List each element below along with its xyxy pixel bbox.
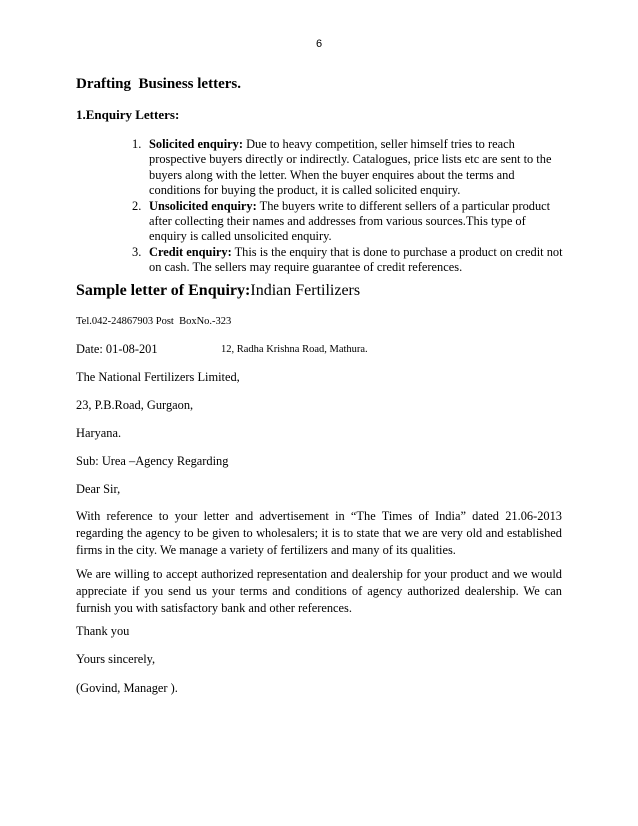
sample-letter-heading (76, 282, 360, 300)
letter-body-paragraph-1: With reference to your letter and advertisement in “The Times of India” dated 21.06-2013 regarding the agency to be given to wholesalers; it is to state that we are very old and established firms in the city. We manage a variety of fertilizers and many of its qualities. (76, 509, 562, 557)
term-unsolicited-enquiry: Unsolicited enquiry: (149, 198, 257, 213)
list-number: 3. (132, 244, 142, 259)
term-credit-enquiry: Credit enquiry: (149, 244, 232, 259)
letter-date: Date: 01-08-201 (76, 342, 158, 356)
section-heading-enquiry-letters: 1.Enquiry Letters: (76, 107, 180, 122)
letter-closing: Yours sincerely, (76, 652, 156, 666)
list-item-solicited-enquiry (132, 137, 564, 199)
list-item-unsolicited-enquiry (132, 199, 564, 245)
letter-subject: Sub: Urea –Agency Regarding (76, 454, 229, 468)
enquiry-types-list (132, 137, 564, 276)
page-number: 6 (315, 38, 323, 50)
recipient-street: 23, P.B.Road, Gurgaon, (76, 398, 194, 412)
sender-contact: Tel.042-24867903 Post BoxNo.-323 (76, 316, 232, 327)
letter-body-paragraph-2: We are willing to accept authorized representation and dealership for your product and we would appreciate if you send us your terms and conditions of agency authorized dealership. We can furnish you with satisfactory bank and other references. (76, 567, 562, 615)
definition-credit-enquiry: This is the enquiry that is done to purchase a product on credit not on cash. The sellers may require guarantee of credit references. (149, 244, 563, 275)
sample-letter-heading-label: Sample letter of Enquiry: (76, 282, 251, 299)
definition-unsolicited-enquiry: The buyers write to different sellers of a particular product after collecting their names and addresses from various sources.This type of enquiry is called unsolicited enquiry. (149, 198, 551, 244)
recipient-name: The National Fertilizers Limited, (76, 370, 240, 384)
list-item-credit-enquiry (132, 245, 564, 276)
sender-company-name: Indian Fertilizers (250, 282, 361, 299)
letter-salutation: Dear Sir, (76, 482, 121, 496)
letter-signature: (Govind, Manager ). (76, 681, 178, 695)
list-number: 1. (132, 137, 142, 151)
recipient-state: Haryana. (76, 426, 122, 440)
definition-solicited-enquiry: Due to heavy competition, seller himself tries to reach prospective buyers directly or indirectly. Catalogues, price lists etc are sent to the buyers along with the letter. When the buyer enquires about the terms and conditions for buying the product, it is called solicited enquiry. (149, 137, 552, 198)
list-number: 2. (132, 198, 142, 213)
sender-address: 12, Radha Krishna Road, Mathura. (221, 344, 368, 355)
term-solicited-enquiry: Solicited enquiry: (149, 137, 243, 151)
document-title: Drafting Business letters. (76, 76, 241, 92)
letter-thanks: Thank you (76, 624, 130, 638)
